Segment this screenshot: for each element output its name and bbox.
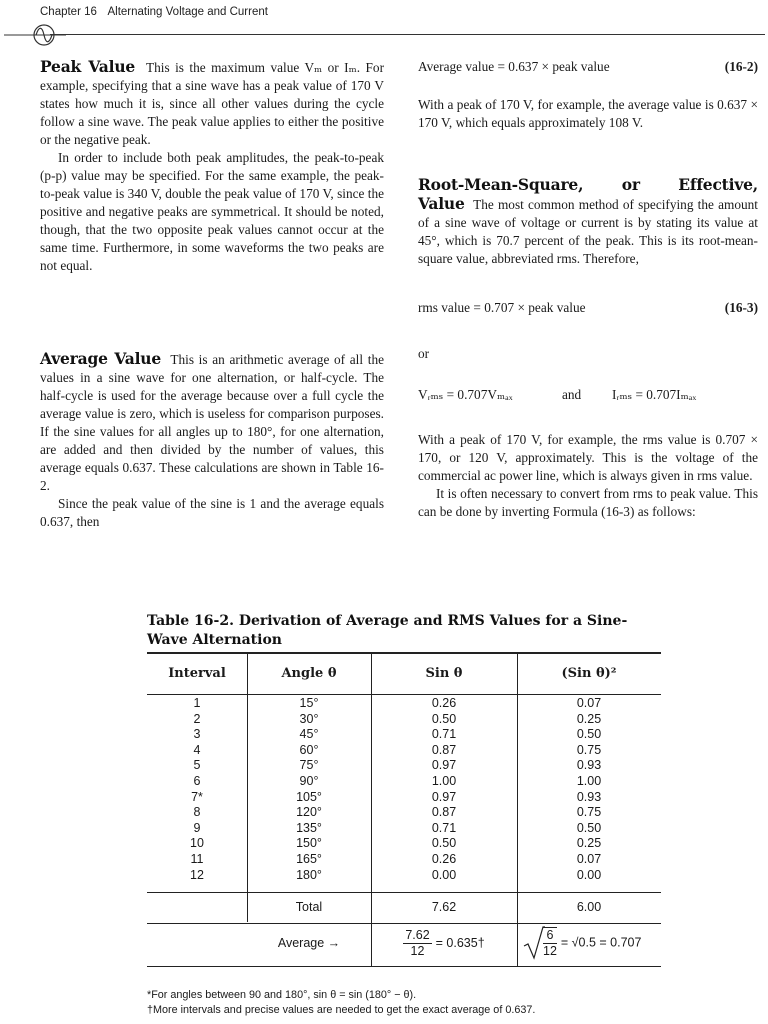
running-header bbox=[40, 6, 268, 18]
total-sin-squared: 6.00 bbox=[576, 900, 602, 914]
equation-rms: rms value = 0.707 × peak value bbox=[418, 300, 586, 315]
average-fraction bbox=[403, 928, 431, 959]
total-label: Total bbox=[295, 900, 323, 914]
irms-equation: Iᵣₘₛ = 0.707Iₘₐₓ bbox=[612, 387, 697, 402]
equation-average: Average value = 0.637 × peak value bbox=[418, 59, 610, 74]
sin-column: 0.26 0.50 0.71 0.87 0.97 1.00 0.97 0.87 0.71 0.50 0.26 0.00 bbox=[431, 696, 457, 882]
equation-16-3 bbox=[418, 299, 758, 317]
total-row bbox=[147, 892, 661, 924]
chapter-label: Chapter 16 bbox=[40, 6, 97, 18]
equation-number-16-3: (16-3) bbox=[724, 300, 758, 315]
header-sin: Sin θ bbox=[425, 666, 463, 681]
rms-paragraph bbox=[418, 176, 758, 268]
total-sin: 7.62 bbox=[431, 900, 457, 914]
average-denominator: 12 bbox=[410, 944, 425, 958]
sine-wave-icon bbox=[4, 23, 66, 47]
vrms-equation: Vᵣₘₛ = 0.707Vₘₐₓ bbox=[418, 387, 513, 402]
rms-denominator: 12 bbox=[543, 944, 557, 958]
angle-column: 15° 30° 45° 60° 75° 90° 105° 120° 135° 150° 165° 180° bbox=[296, 696, 322, 882]
rms-result: = √0.5 = 0.707 bbox=[560, 935, 642, 950]
square-root-icon bbox=[523, 926, 545, 960]
average-value-section bbox=[40, 350, 384, 531]
average-formula bbox=[371, 928, 517, 959]
average-paragraph-2: Since the peak value of the sine is 1 and the average equals 0.637, then bbox=[40, 496, 384, 529]
average-label: Average → bbox=[277, 936, 341, 950]
average-numerator: 7.62 bbox=[405, 928, 430, 942]
rms-formula bbox=[523, 926, 663, 960]
chapter-title: Alternating Voltage and Current bbox=[107, 6, 268, 18]
rms-example: With a peak of 170 V, for example, the rms value is 0.707 × 170, or 120 V, approximately. This is the voltage of the commercial ac power line, which is always given in rms value. bbox=[418, 432, 758, 483]
peak-value-section bbox=[40, 58, 384, 275]
header-angle: Angle θ bbox=[281, 666, 337, 681]
rms-numerator: 6 bbox=[543, 928, 557, 944]
average-value-heading: Average Value bbox=[40, 349, 161, 368]
table-header-row bbox=[147, 652, 661, 695]
rms-text: The most common method of specifying the amount of a sine wave of voltage or current is by stating its value at 45°, which is 70.7 percent of the peak. This is its root-mean-square value, abbreviated rms. Therefore, bbox=[418, 197, 759, 266]
interval-column: 1 2 3 4 5 6 7* 8 9 10 11 12 bbox=[190, 696, 204, 882]
and-text: and bbox=[562, 387, 582, 402]
table-title: Table 16-2. Derivation of Average and RMS Values for a Sine-Wave Alternation bbox=[147, 613, 628, 648]
table-footnotes bbox=[147, 988, 667, 1018]
equation-16-2 bbox=[418, 58, 758, 76]
header-sin-squared: (Sin θ)² bbox=[561, 666, 617, 681]
footnote-2: †More intervals and precise values are needed to get the exact average of 0.637. bbox=[147, 1004, 536, 1016]
header-rule bbox=[50, 34, 765, 35]
rms-example-section bbox=[418, 431, 758, 521]
equation-number-16-2: (16-2) bbox=[724, 59, 758, 74]
peak-paragraph-2: In order to include both peak amplitudes, the peak-to-peak (p-p) value may be specified. For the same example, the peak-to-peak value is 340 V, double the peak value of 170 V, since the positive and negative peaks are symmetrical. It should be noted, though, that the two opposite peak values cannot occur at the same time. Furthermore, in some waveforms the two peaks are not equal. bbox=[40, 150, 384, 273]
convert-paragraph: It is often necessary to convert from rms to peak value. This can be done by inverting Formula (16-3) as follows: bbox=[418, 486, 758, 519]
or-text: or bbox=[418, 346, 430, 361]
average-row bbox=[147, 922, 661, 967]
sin-squared-column: 0.07 0.25 0.50 0.75 0.93 1.00 0.93 0.75 0.50 0.25 0.07 0.00 bbox=[576, 696, 602, 882]
rms-section bbox=[418, 176, 758, 268]
average-result: = 0.635† bbox=[435, 935, 485, 950]
average-paragraph-1 bbox=[40, 350, 384, 495]
rms-heading: Root-Mean-Square, or Effective, Value bbox=[418, 175, 758, 213]
header-interval: Interval bbox=[168, 666, 226, 681]
footnote-1: *For angles between 90 and 180°, sin θ = sin (180° − θ). bbox=[147, 989, 417, 1001]
peak-value-heading: Peak Value bbox=[40, 57, 136, 76]
rms-fraction bbox=[543, 927, 557, 959]
peak-text-1: This is the maximum value Vₘ or Iₘ. For example, specifying that a sine wave has a peak value of 170 V states how much it is, since all other values during the cycle follow a sine wave. The peak value applies to either the positive or the negative peak. bbox=[40, 60, 384, 147]
peak-paragraph-1 bbox=[40, 58, 384, 149]
derivation-table bbox=[147, 652, 661, 968]
average-example: With a peak of 170 V, for example, the average value is 0.637 × 170 V, which equals approximately 108 V. bbox=[418, 97, 758, 130]
average-text-1: This is an arithmetic average of all the values in a sine wave for one alternation, or half-cycle. The half-cycle is used for the average because over a full cycle the average value is zero, which is useless for comparison purposes. If the sine values for all angles up to 180°, for one alternation, are added and then divided by the number of values, this average equals 0.637. These calculations are shown in Table 16-2. bbox=[40, 352, 384, 493]
